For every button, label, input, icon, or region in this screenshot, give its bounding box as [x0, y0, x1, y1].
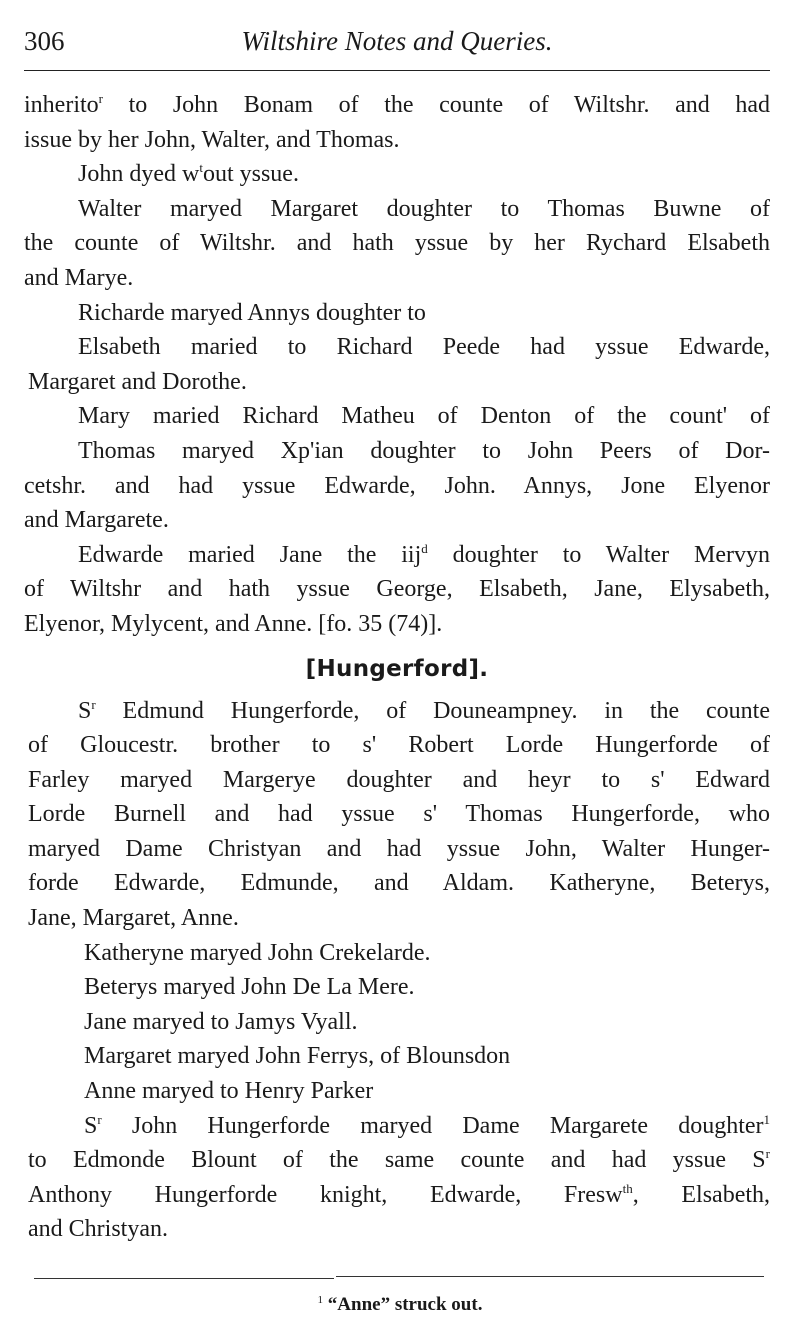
footnote-rule-right	[336, 1276, 764, 1277]
text-line: Margaret maryed John Ferrys, of Blounsdon	[84, 1043, 511, 1070]
running-title: Wiltshire Notes and Queries.	[241, 26, 553, 56]
footnote	[0, 1294, 800, 1316]
text-line: to Edmonde Blount of the same counte and had yssue $S^r$	[28, 1146, 770, 1174]
header-rule	[24, 70, 770, 71]
text-line: cetshr. and had yssue Edwarde, John. Annys, Jone Elyenor	[24, 472, 770, 499]
text-line: forde Edwarde, Edmunde, and Aldam. Katheryne, Beterys,	[28, 870, 770, 897]
text-line: Anthony Hungerforde knight, Edwarde, Fresw$^{th}$, Elsabeth,	[28, 1180, 771, 1208]
text-line: inherito$^r$ to John Bonam of the counte of Wiltshr. and had	[24, 91, 770, 118]
text-line: $S^r$ John Hungerforde maryed Dame Margarete doughter$^1$	[84, 1111, 770, 1139]
text-line: Katheryne maryed John Crekelarde.	[84, 939, 431, 966]
text-line: of Gloucestr. brother to s' Robert Lorde Hungerforde of	[28, 732, 770, 759]
body-text	[24, 88, 770, 1247]
footnote-rule-left	[34, 1278, 334, 1279]
text-line: Thomas maryed Xp'ian doughter to John Peers of Dor-	[78, 437, 770, 464]
text-line: issue by her John, Walter, and Thomas.	[24, 126, 400, 153]
text-line: Elyenor, Mylycent, and Anne. [fo. 35 (74)].	[24, 610, 443, 637]
text-line: Lorde Burnell and had yssue s' Thomas Hungerforde, who	[28, 801, 770, 828]
text-line: Anne maryed to Henry Parker	[84, 1078, 374, 1105]
text-line: Walter maryed Margaret doughter to Thomas Buwne of	[78, 195, 770, 222]
text-line: and Marye.	[24, 264, 134, 291]
text-line: Jane, Margaret, Anne.	[28, 905, 239, 932]
text-line: Mary maried Richard Matheu of Denton of the count' of	[78, 403, 770, 430]
text-line: and Margarete.	[24, 507, 169, 534]
text-line: John dyed $w^tout$ yssue.	[78, 160, 299, 188]
text-line: Margaret and Dorothe.	[28, 368, 247, 395]
text-line: and Christyan.	[28, 1216, 168, 1243]
text-line: Edwarde maried Jane the iij$^d$ doughter to Walter Mervyn	[78, 540, 770, 568]
page-header	[24, 22, 770, 62]
text-line: Beterys maryed John De La Mere.	[84, 974, 415, 1001]
text-line: $S^r$ Edmund Hungerforde, of Douneampney. in the counte	[78, 696, 770, 724]
text-line: of Wiltshr and hath yssue George, Elsabeth, Jane, Elysabeth,	[24, 576, 770, 603]
text-line: maryed Dame Christyan and had yssue John, Walter Hunger-	[28, 835, 770, 862]
footnote-marker: 1	[317, 1294, 324, 1306]
footnote-ref: 1	[763, 1111, 770, 1127]
text-line: the counte of Wiltshr. and hath yssue by her Rychard Elsabeth	[24, 230, 770, 257]
footnote-text: “Anne” struck out.	[327, 1294, 483, 1315]
section-heading: [Hungerford].	[305, 655, 489, 682]
text-line: Farley maryed Margerye doughter and heyr to s' Edward	[28, 766, 770, 793]
page-number: 306	[24, 26, 65, 56]
text-line: Elsabeth maried to Richard Peede had yssue Edwarde,	[78, 334, 770, 361]
text-line: Richarde maryed Annys doughter to	[78, 299, 426, 326]
text-line: Jane maryed to Jamys Vyall.	[84, 1008, 358, 1035]
